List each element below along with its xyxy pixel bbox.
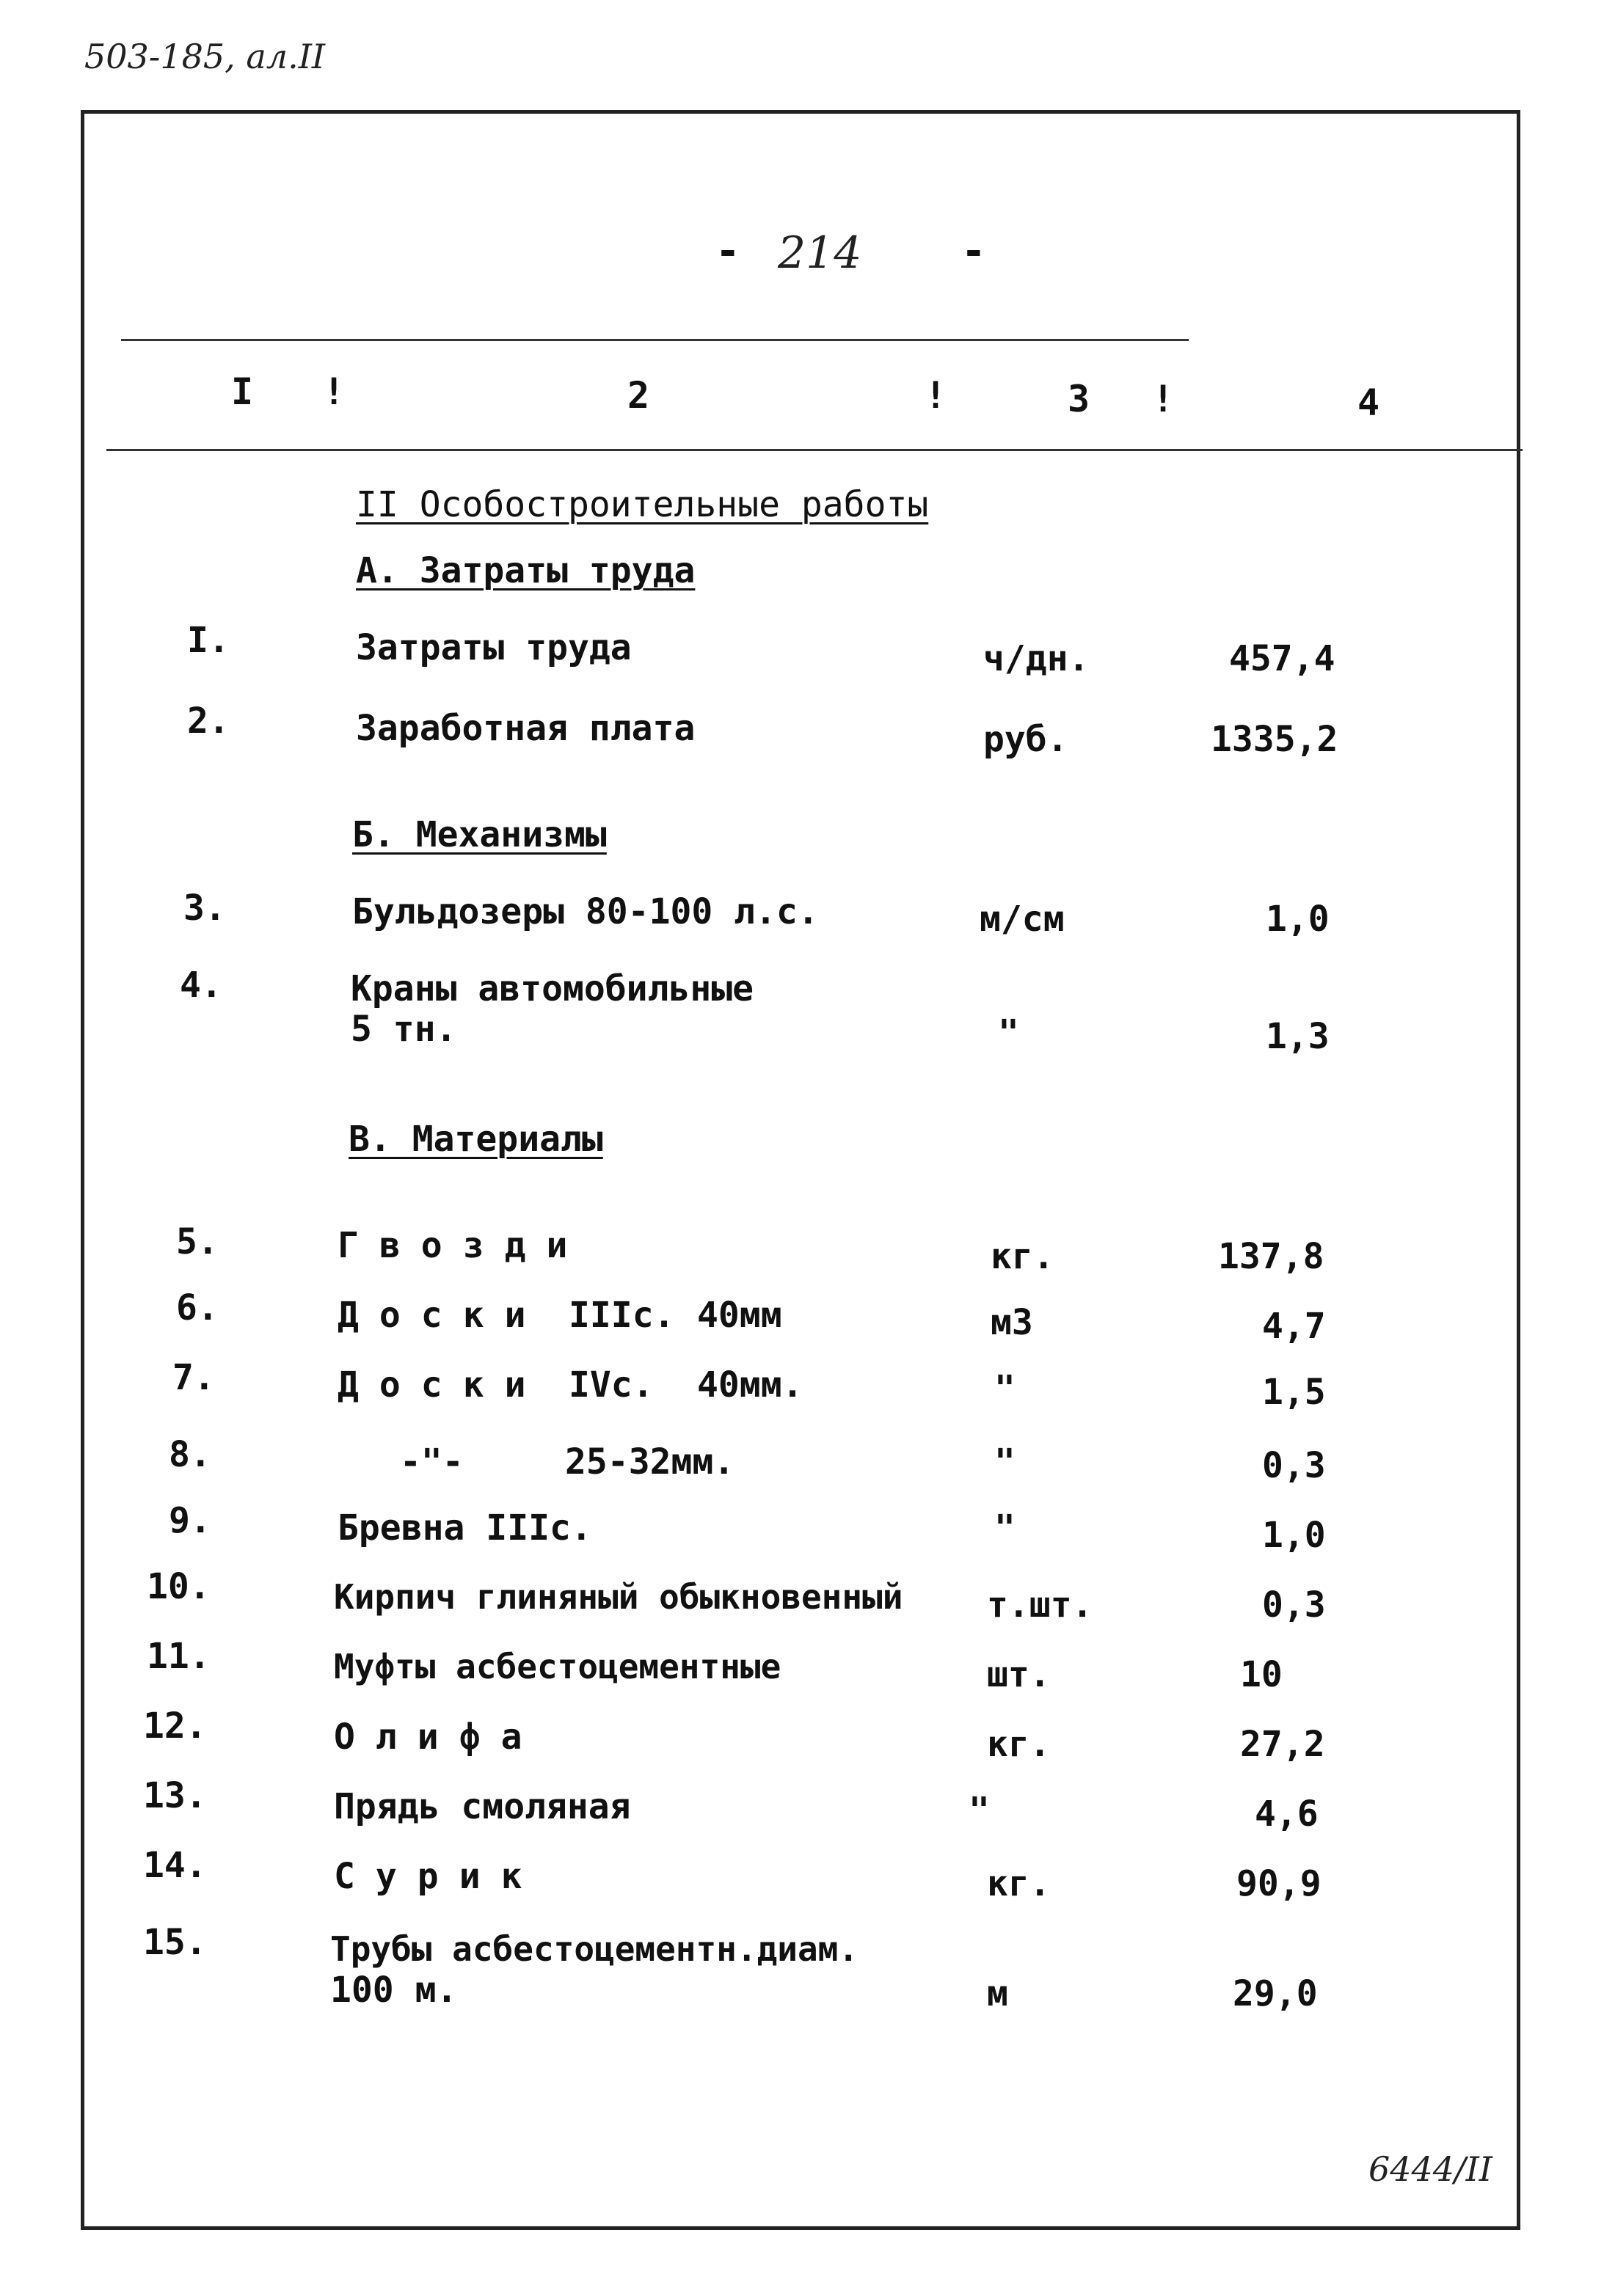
column-separator-2: !: [925, 374, 947, 417]
row-9-value: 1,0: [1262, 1515, 1326, 1556]
row-3-unit: м/см: [980, 899, 1065, 940]
row-14-value: 90,9: [1236, 1863, 1322, 1904]
column-header-3: 3: [1068, 378, 1090, 420]
row-3-number: 3.: [183, 888, 226, 929]
row-5-unit: кг.: [991, 1236, 1054, 1277]
row-10-name: Кирпич глиняный обыкновенный: [334, 1577, 903, 1617]
row-5-number: 5.: [176, 1221, 219, 1262]
row-13-number: 13.: [143, 1775, 207, 1816]
row-11-value: 10: [1240, 1654, 1283, 1695]
row-9-unit: ": [994, 1507, 1016, 1549]
row-6-grade: IIIс.: [569, 1295, 675, 1336]
row-6-thickness: 40мм: [697, 1295, 782, 1336]
section-title: II Особостроительные работы: [356, 484, 929, 525]
column-header-2: 2: [627, 374, 650, 417]
header-bottom-rule: [106, 449, 1523, 451]
row-8-unit: ": [994, 1441, 1016, 1482]
row-8-number: 8.: [169, 1434, 211, 1475]
row-4-unit: ": [998, 1012, 1019, 1053]
row-9-number: 9.: [169, 1500, 211, 1541]
row-1-name: Затраты труда: [356, 627, 632, 668]
row-12-unit: кг.: [987, 1724, 1051, 1765]
subsection-a-title: А. Затраты труда: [356, 550, 696, 591]
row-15-unit: м: [987, 1973, 1008, 2014]
row-11-unit: шт.: [987, 1654, 1051, 1695]
header-top-rule: [121, 339, 1189, 341]
row-7-name: Доски: [338, 1364, 547, 1405]
row-7-value: 1,5: [1262, 1372, 1326, 1413]
row-15-value: 29,0: [1233, 1973, 1318, 2014]
row-7-grade: IVс.: [569, 1364, 654, 1405]
row-1-unit: ч/дн.: [983, 638, 1090, 679]
row-11-name: Муфты асбестоцементные: [334, 1647, 781, 1686]
row-1-value: 457,4: [1229, 638, 1335, 679]
row-15-name: Трубы асбестоцементн.диам.: [330, 1929, 859, 1969]
row-13-unit: ": [969, 1790, 990, 1831]
column-header-4: 4: [1357, 381, 1380, 424]
row-5-value: 137,8: [1218, 1236, 1324, 1277]
page-frame: [81, 110, 1520, 2230]
row-13-name: Прядь смоляная: [334, 1786, 631, 1827]
column-header-1: I: [231, 370, 254, 413]
row-5-name: Гвозди: [338, 1225, 588, 1266]
row-6-unit: м3: [991, 1302, 1033, 1343]
footer-note: 6444/II: [1368, 2149, 1492, 2189]
row-14-name: Сурик: [334, 1856, 543, 1897]
row-12-name: Олифа: [334, 1716, 543, 1758]
row-3-value: 1,0: [1266, 899, 1330, 940]
row-6-value: 4,7: [1262, 1306, 1326, 1347]
column-separator-1: !: [323, 370, 346, 413]
page-number-dash-right: -: [961, 227, 986, 275]
row-11-number: 11.: [147, 1636, 211, 1677]
row-9-name: Бревна IIIс.: [338, 1507, 592, 1549]
row-2-name: Заработная плата: [356, 708, 696, 749]
row-10-value: 0,3: [1262, 1584, 1326, 1626]
row-8-value: 0,3: [1262, 1445, 1326, 1486]
row-8-ditto: -"-: [400, 1441, 464, 1482]
row-10-number: 10.: [147, 1566, 211, 1607]
row-4-number: 4.: [180, 965, 222, 1006]
row-14-unit: кг.: [987, 1863, 1051, 1904]
row-12-number: 12.: [143, 1705, 207, 1747]
row-14-number: 14.: [143, 1845, 207, 1886]
row-15-name-continued: 100 м.: [330, 1970, 458, 2011]
column-separator-3: !: [1152, 378, 1175, 420]
row-4-name-continued: 5 тн.: [351, 1009, 457, 1050]
page-number-dash-left: -: [715, 227, 740, 275]
row-4-name: Краны автомобильные: [351, 968, 754, 1009]
row-2-value: 1335,2: [1211, 719, 1338, 760]
row-12-value: 27,2: [1240, 1724, 1325, 1765]
row-2-number: 2.: [187, 701, 230, 742]
document-reference: 503-185, ал.II: [84, 37, 326, 76]
subsection-c-title: В. Материалы: [349, 1119, 603, 1160]
row-3-name: Бульдозеры 80-100 л.с.: [352, 891, 819, 932]
row-1-number: I.: [187, 620, 230, 661]
row-13-value: 4,6: [1255, 1794, 1319, 1835]
row-15-number: 15.: [143, 1922, 207, 1963]
row-2-unit: руб.: [983, 719, 1068, 760]
row-7-unit: ": [994, 1368, 1016, 1409]
subsection-b-title: Б. Механизмы: [352, 814, 607, 855]
row-4-value: 1,3: [1266, 1016, 1330, 1057]
row-6-number: 6.: [176, 1287, 219, 1328]
row-7-thickness: 40мм.: [697, 1364, 803, 1405]
row-6-name: Доски: [338, 1295, 547, 1336]
row-8-thickness: 25-32мм.: [565, 1441, 735, 1482]
row-7-number: 7.: [172, 1357, 215, 1398]
page-number: 214: [778, 227, 862, 279]
row-10-unit: т.шт.: [987, 1584, 1093, 1626]
